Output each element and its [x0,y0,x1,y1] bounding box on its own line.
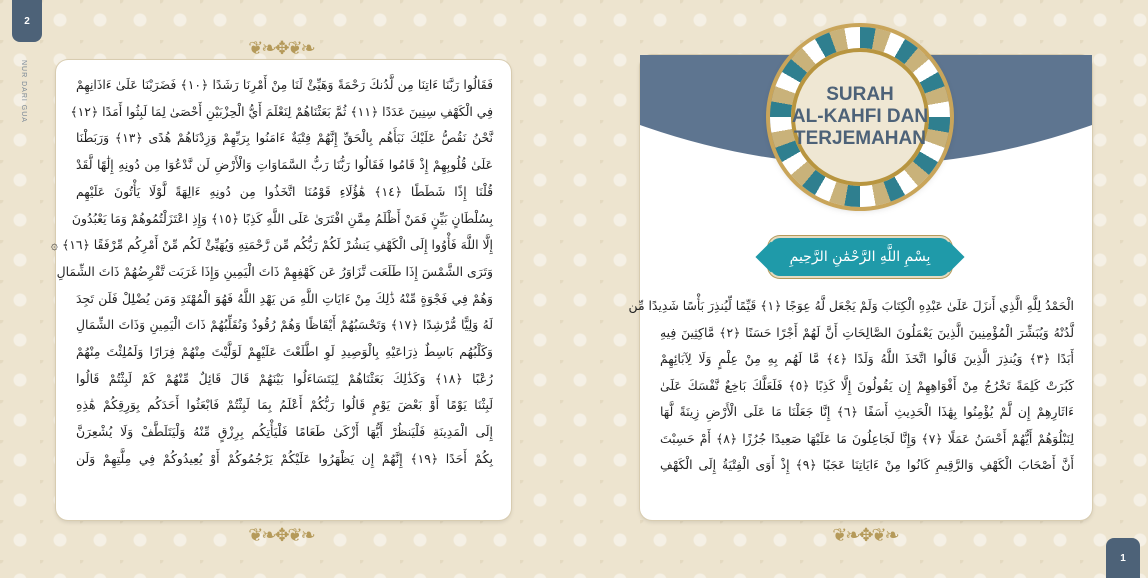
top-ornament-left: ❦❧✥❦❧ [248,37,314,59]
verse-line: وَهُمْ فِي فَجْوَةٍ مِّنْهُ ذَٰلِكَ مِنْ ءَايَاتِ اللَّهِ مَن يَهْدِ اللَّهُ فَهُوَ الْمُهْتَدِ وَمَن يُضْلِلْ فَلَن تَجِدَ [76,290,493,306]
verse-line: كَبُرَتْ كَلِمَةً تَخْرُجُ مِنْ أَفْوَاهِهِمْ إِن يَقُولُونَ إِلَّا كَذِبًا ﴿٥﴾ فَلَعَلَّكَ بَاخِعٌ نَّفْسَكَ عَلَىٰ [660,377,1074,393]
verse-line: نَّحْنُ نَقُصُّ عَلَيْكَ نَبَأَهُم بِالْحَقِّ إِنَّهُمْ فِتْيَةٌ ءَامَنُوا بِرَبِّهِمْ وَزِدْنَاهُمْ هُدًى ﴿١٣﴾ وَرَبَطْنَا [76,130,493,146]
verse-line: بِكُمْ أَحَدًا ﴿١٩﴾ إِنَّهُمْ إِن يَظْهَرُوا عَلَيْكُمْ يَرْجُمُوكُمْ أَوْ يُعِيدُوكُمْ فِي مِلَّتِهِمْ وَلَن [76,450,493,466]
verse-line: أَبَدًا ﴿٣﴾ وَيُنذِرَ الَّذِينَ قَالُوا اتَّخَذَ اللَّهُ وَلَدًا ﴿٤﴾ مَّا لَهُم بِهِ مِنْ عِلْمٍ وَلَا لِآبَائِهِمْ [660,351,1074,366]
basmalah-banner [770,238,950,276]
book-title-spine: NUR DARI GUA [20,60,27,123]
verse-line: وَتَرَى الشَّمْسَ إِذَا طَلَعَت تَّزَاوَرُ عَن كَهْفِهِمْ ذَاتَ الْيَمِينِ وَإِذَا غَرَبَت تَّقْرِضُهُمْ ذَاتَ الشِّمَالِ [56,263,493,279]
surah-title [791,48,929,186]
verse-line: لَّدُنْهُ وَيُبَشِّرَ الْمُؤْمِنِينَ الَّذِينَ يَعْمَلُونَ الصَّالِحَاتِ أَنَّ لَهُمْ أَجْرًا حَسَنًا ﴿٢﴾ مَّاكِثِينَ فِيهِ [660,324,1074,340]
verse-line: لَهُ وَلِيًّا مُّرْشِدًا ﴿١٧﴾ وَتَحْسَبُهُمْ أَيْقَاظًا وَهُمْ رُقُودٌ وَنُقَلِّبُهُمْ ذَاتَ الْيَمِينِ وَذَاتَ الشِّمَالِ [76,317,493,333]
verse-line: فِي الْكَهْفِ سِنِينَ عَدَدًا ﴿١١﴾ ثُمَّ بَعَثْنَاهُمْ لِنَعْلَمَ أَيُّ الْحِزْبَيْنِ أَحْصَىٰ لِمَا لَبِثُوا أَمَدًا ﴿١٢﴾ [70,103,493,119]
title-line-3: TERJEMAHAN [794,128,926,149]
quran-verses-1-10 [628,293,1075,479]
left-text-panel [50,60,511,520]
verse-line: وَكَلْبُهُم بَاسِطٌ ذِرَاعَيْهِ بِالْوَصِيدِ لَوِ اطَّلَعْتَ عَلَيْهِمْ لَوَلَّيْتَ مِنْهُمْ فِرَارًا وَلَمُلِئْتَ مِنْهُمْ [76,344,493,360]
surah-title-medallion [770,27,950,207]
quran-verses-10-19 [50,72,494,473]
verse-line: إِلَّا اللَّهَ فَأْوُوا إِلَى الْكَهْفِ يَنشُرْ لَكُمْ رَبُّكُم مِّن رَّحْمَتِهِ وَيُهَيِّئْ لَكُم مِّنْ أَمْرِكُم مِّرْفَقًا ﴿١٦﴾ ۞ [50,237,493,253]
page-number-right: 1 [1106,538,1140,578]
verse-line: عَلَىٰ قُلُوبِهِمْ إِذْ قَامُوا فَقَالُوا رَبُّنَا رَبُّ السَّمَاوَاتِ وَالْأَرْضِ لَن نَّدْعُوَا مِن دُونِهِ إِلَٰهًا لَّقَدْ [76,157,493,173]
title-line-2: AL-KAHFI DAN [791,106,929,127]
verse-line: قُلْنَا إِذًا شَطَطًا ﴿١٤﴾ هَٰؤُلَاءِ قَوْمُنَا اتَّخَذُوا مِن دُونِهِ ءَالِهَةً لَّوْلَا يَأْتُونَ عَلَيْهِم [76,183,493,199]
verse-line: فَقَالُوا رَبَّنَا ءَاتِنَا مِن لَّدُنكَ رَحْمَةً وَهَيِّئْ لَنَا مِنْ أَمْرِنَا رَشَدًا ﴿١٠﴾ فَضَرَبْنَا عَلَىٰ ءَاذَانِهِمْ [76,77,493,92]
verse-line: ءَاثَارِهِمْ إِن لَّمْ يُؤْمِنُوا بِهَٰذَا الْحَدِيثِ أَسَفًا ﴿٦﴾ إِنَّا جَعَلْنَا مَا عَلَى الْأَرْضِ زِينَةً لَّهَا [660,404,1074,419]
bottom-ornament-left: ❦❧✥❦❧ [248,524,314,546]
bottom-ornament-right: ❦❧✥❦❧ [832,524,898,546]
verse-line: الْحَمْدُ لِلَّهِ الَّذِي أَنزَلَ عَلَىٰ عَبْدِهِ الْكِتَابَ وَلَمْ يَجْعَل لَّهُ عِوَجًا ﴿١﴾ قَيِّمًا لِّيُنذِرَ بَأْسًا شَدِيدًا مِّن [628,298,1074,313]
basmalah-text: بِسْمِ اللَّهِ الرَّحْمَٰنِ الرَّحِيمِ [789,249,931,265]
right-text-panel [628,55,1092,520]
page-number-left: 2 [12,0,42,42]
verse-line: لَبِثْنَا يَوْمًا أَوْ بَعْضَ يَوْمٍ قَالُوا رَبُّكُمْ أَعْلَمُ بِمَا لَبِثْتُمْ فَابْعَثُوا أَحَدَكُم بِوَرِقِكُمْ هَٰذِهِ [76,397,493,413]
verse-line: إِلَى الْمَدِينَةِ فَلْيَنظُرْ أَيُّهَا أَزْكَىٰ طَعَامًا فَلْيَأْتِكُم بِرِزْقٍ مِّنْهُ وَلْيَتَلَطَّفْ وَلَا يُشْعِرَنَّ [76,424,493,440]
verse-line: أَنَّ أَصْحَابَ الْكَهْفِ وَالرَّقِيمِ كَانُوا مِنْ ءَايَاتِنَا عَجَبًا ﴿٩﴾ إِذْ أَوَى الْفِتْيَةُ إِلَى الْكَهْفِ [660,457,1074,472]
title-line-1: SURAH [826,84,894,105]
verse-line: لِنَبْلُوَهُمْ أَيُّهُمْ أَحْسَنُ عَمَلًا ﴿٧﴾ وَإِنَّا لَجَاعِلُونَ مَا عَلَيْهَا صَعِيدًا جُرُزًا ﴿٨﴾ أَمْ حَسِبْتَ [660,430,1075,446]
verse-line: بِسُلْطَانٍ بَيِّنٍ فَمَنْ أَظْلَمُ مِمَّنِ افْتَرَىٰ عَلَى اللَّهِ كَذِبًا ﴿١٥﴾ وَإِذِ اعْتَزَلْتُمُوهُمْ وَمَا يَعْبُدُونَ [71,210,493,226]
verse-line: رُعْبًا ﴿١٨﴾ وَكَذَٰلِكَ بَعَثْنَاهُمْ لِيَتَسَاءَلُوا بَيْنَهُمْ قَالَ قَائِلٌ مِّنْهُمْ كَمْ لَبِثْتُمْ قَالُوا [76,370,494,386]
